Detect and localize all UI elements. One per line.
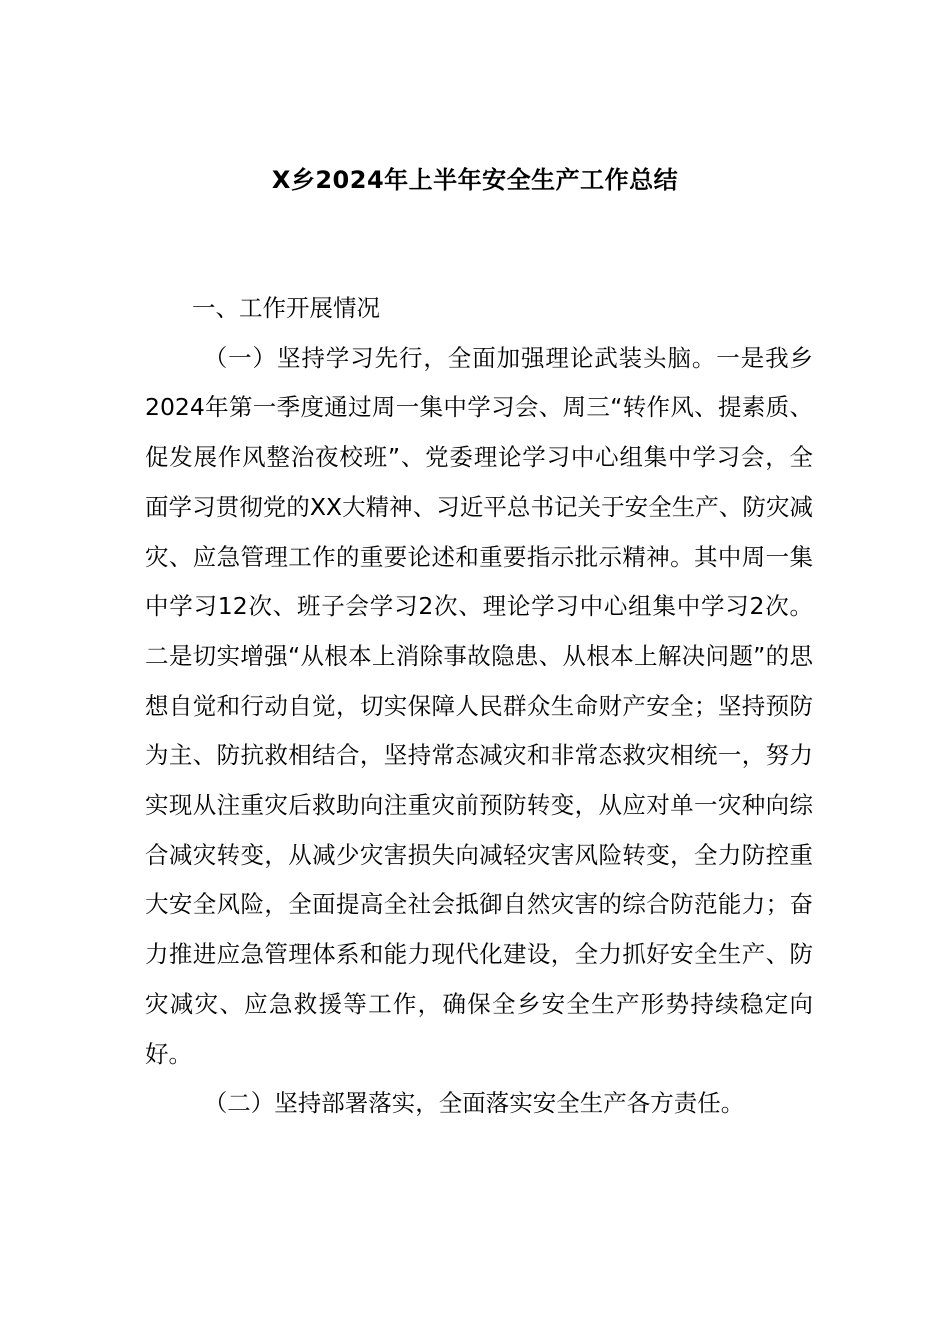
document-body	[145, 284, 813, 1129]
paragraph-1: （一）坚持学习先行，全面加强理论武装头脑。一是我乡2024年第一季度通过周一集中学习会、周三“转作风、提素质、促发展作风整治夜校班”、党委理论学习中心组集中学习会，全面学习贯彻党的XX大精神、习近平总书记关于安全生产、防灾减灾、应急管理工作的重要论述和重要指示批示精神。其中周一集中学习12次、班子会学习2次、理论学习中心组集中学习2次。二是切实增强“从根本上消除事故隐患、从根本上解决问题”的思想自觉和行动自觉，切实保障人民群众生命财产安全；坚持预防为主、防抗救相结合，坚持常态减灾和非常态救灾相统一，努力实现从注重灾后救助向注重灾前预防转变，从应对单一灾种向综合减灾转变，从减少灾害损失向减轻灾害风险转变，全力防控重大安全风险，全面提高全社会抵御自然灾害的综合防范能力；奋力推进应急管理体系和能力现代化建设，全力抓好安全生产、防灾减灾、应急救援等工作，确保全乡安全生产形势持续稳定向好。	[145, 343, 813, 1068]
section-heading: 一、工作开展情况	[192, 294, 380, 322]
paragraph-2: （二）坚持部署落实，全面落实安全生产各方责任。	[203, 1089, 745, 1118]
document-title: X乡2024年上半年安全生产工作总结	[271, 166, 679, 194]
